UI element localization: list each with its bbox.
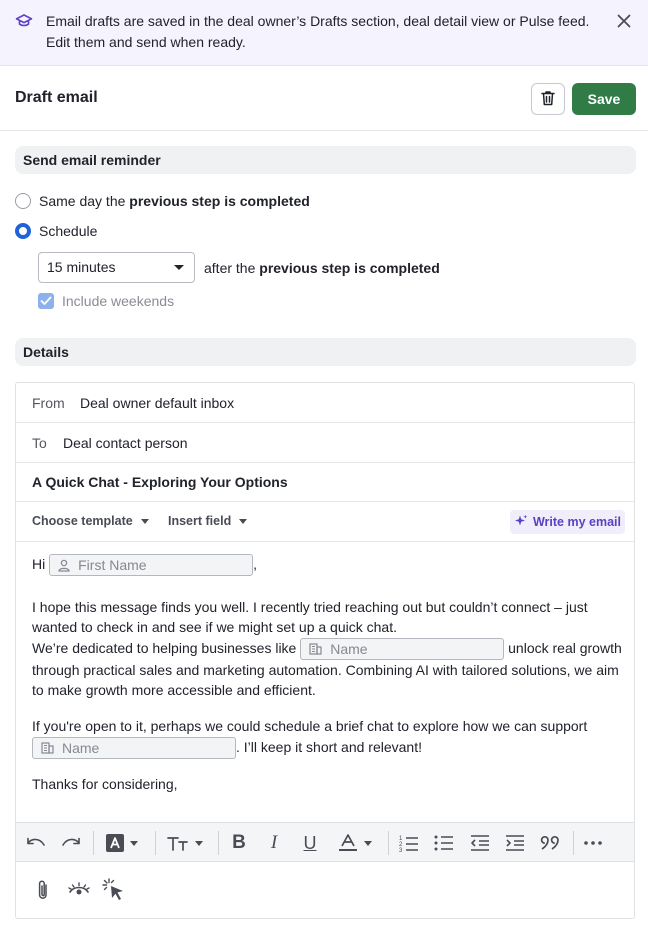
delay-select[interactable] xyxy=(38,252,195,283)
toolbar-divider xyxy=(93,831,94,855)
closing-line: Thanks for considering, xyxy=(32,776,178,792)
building-icon xyxy=(309,643,322,655)
building-icon xyxy=(41,742,54,754)
chevron-down-icon xyxy=(364,841,372,846)
numbered-list-icon[interactable] xyxy=(398,831,420,855)
svg-text:3: 3 xyxy=(399,848,403,852)
radio-same-day[interactable] xyxy=(15,193,310,209)
details-section-title: Details xyxy=(15,338,636,366)
paragraph-3: If you're open to it, perhaps we could schedule a brief chat to explore how we can support Name . I’ll keep it short and relevant! xyxy=(32,716,587,759)
compose-tools-row xyxy=(16,502,634,542)
chevron-down-icon xyxy=(195,841,203,846)
formatting-toolbar xyxy=(16,822,634,862)
close-banner-button[interactable] xyxy=(613,11,635,33)
from-value[interactable]: Deal owner default inbox xyxy=(80,395,235,411)
subject-field[interactable]: A Quick Chat - Exploring Your Options xyxy=(32,474,288,490)
italic-icon[interactable]: I xyxy=(270,832,278,853)
from-label: From xyxy=(32,395,65,411)
font-size-icon[interactable] xyxy=(164,831,206,855)
chevron-down-icon xyxy=(130,841,138,846)
to-row[interactable] xyxy=(16,423,634,463)
paragraph-2: We’re dedicated to helping businesses like Name unlock real growth through practical sales and marketing automation. Combining AI with tailored solutions, we aim to make growth more accessible and efficient. xyxy=(32,640,622,699)
underline-icon[interactable]: U xyxy=(303,832,317,853)
chevron-down-icon xyxy=(174,265,184,270)
attachment-icon[interactable] xyxy=(30,877,56,903)
radio-schedule[interactable] xyxy=(15,223,97,239)
email-bottom-bar xyxy=(16,862,634,918)
radio-button[interactable] xyxy=(15,193,31,209)
reminder-section-title: Send email reminder xyxy=(15,146,636,174)
trash-icon xyxy=(541,90,555,109)
highlight-icon[interactable] xyxy=(101,831,143,855)
info-banner xyxy=(0,0,648,66)
from-row[interactable] xyxy=(16,383,634,423)
toolbar-divider xyxy=(573,831,574,855)
email-editor xyxy=(15,382,635,919)
insert-field-label: Insert field xyxy=(168,514,232,528)
person-icon xyxy=(58,559,70,572)
svg-text:2: 2 xyxy=(399,842,403,848)
graduation-cap-icon xyxy=(15,12,33,30)
outdent-icon[interactable] xyxy=(469,831,491,855)
first-name-field-chip[interactable]: First Name xyxy=(49,554,253,576)
delete-button[interactable] xyxy=(531,83,565,115)
choose-template-label: Choose template xyxy=(32,514,133,528)
indent-icon[interactable] xyxy=(504,831,526,855)
greeting-line: Hi First Name , xyxy=(32,554,257,576)
redo-icon[interactable] xyxy=(59,831,83,855)
undo-icon[interactable] xyxy=(24,831,48,855)
radio-schedule-label: Schedule xyxy=(39,223,98,239)
organization-field-chip[interactable]: Name xyxy=(32,737,236,759)
include-weekends-label: Include weekends xyxy=(62,293,175,309)
toolbar-divider xyxy=(218,831,219,855)
after-step-text: after the previous step is completed xyxy=(204,260,440,276)
more-icon[interactable] xyxy=(581,831,605,855)
to-value[interactable]: Deal contact person xyxy=(63,435,188,451)
to-label: To xyxy=(32,435,47,451)
click-tracking-icon[interactable] xyxy=(102,877,128,903)
sparkle-icon xyxy=(514,514,533,531)
save-button[interactable]: Save xyxy=(572,83,636,115)
chevron-down-icon xyxy=(239,519,247,524)
svg-text:1: 1 xyxy=(399,836,403,842)
chevron-down-icon xyxy=(141,519,149,524)
page-title: Draft email xyxy=(15,89,98,106)
text-color-icon[interactable] xyxy=(334,831,376,855)
organization-field-chip[interactable]: Name xyxy=(300,638,504,660)
checkmark-icon[interactable] xyxy=(38,293,54,309)
write-my-email-button[interactable] xyxy=(510,510,625,534)
close-icon xyxy=(617,14,631,31)
draft-header xyxy=(0,66,648,131)
bold-icon[interactable]: B xyxy=(232,832,246,853)
delay-select-value: 15 minutes xyxy=(47,259,116,275)
toolbar-divider xyxy=(388,831,389,855)
radio-same-day-label: Same day the previous step is completed xyxy=(39,193,310,209)
write-my-email-label: Write my email xyxy=(532,515,621,529)
choose-template-dropdown[interactable] xyxy=(32,514,149,528)
paragraph-1: I hope this message finds you well. I recently tried reaching out but couldn’t connect – just wanted to check in and see if we might set up a quick chat. xyxy=(32,599,588,635)
subject-row[interactable] xyxy=(16,462,634,502)
radio-button-selected[interactable] xyxy=(15,223,31,239)
toolbar-divider xyxy=(155,831,156,855)
quote-icon[interactable] xyxy=(539,831,563,855)
bulleted-list-icon[interactable] xyxy=(433,831,455,855)
tracking-eye-icon[interactable] xyxy=(66,877,92,903)
include-weekends-checkbox[interactable] xyxy=(38,293,174,309)
banner-text: Email drafts are saved in the deal owner’s Drafts section, deal detail view or Pulse feed. Edit them and send when ready. xyxy=(46,13,590,50)
insert-field-dropdown[interactable] xyxy=(168,514,247,528)
